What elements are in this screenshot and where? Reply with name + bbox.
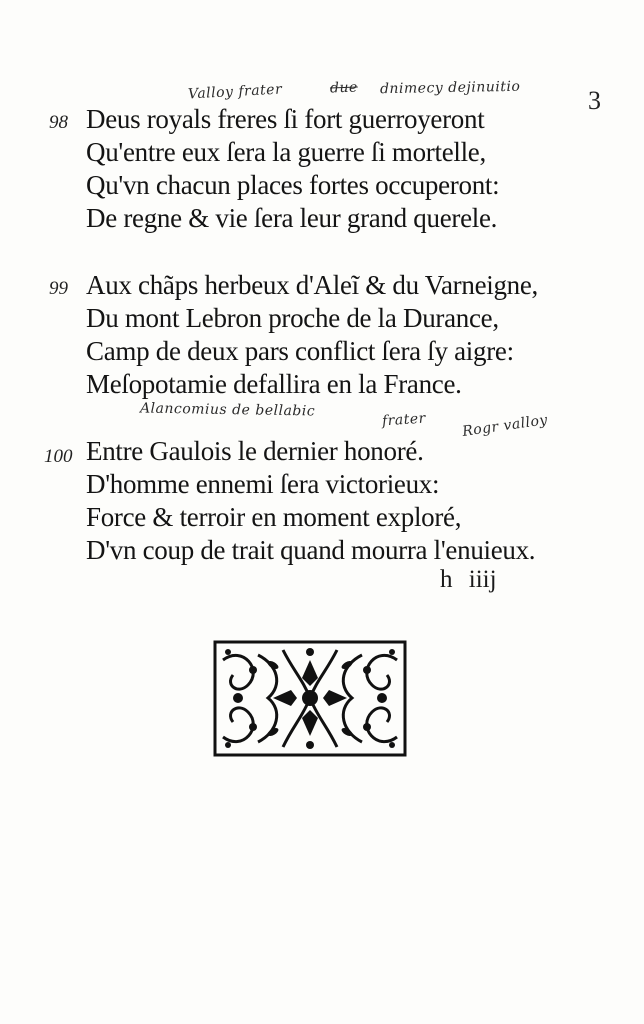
verse-line: Entre Gaulois le dernier honoré. <box>86 436 424 466</box>
verse-line: Qu'vn chacun places fortes occuperont: <box>86 170 500 200</box>
verse-line: Meſopotamie defallira en la France. <box>86 369 462 399</box>
struck-annotation: due <box>329 79 359 97</box>
signature-mark: h iiij <box>440 566 497 593</box>
handwritten-annotation: dnimecy dejinuitio <box>379 78 521 98</box>
quatrain-number: 100 <box>44 446 73 467</box>
verse-line: D'vn coup de trait quand mourra l'enuieux. <box>86 535 536 565</box>
verse-line: Deus royals freres ſi fort guerroyeront <box>86 104 485 134</box>
quatrain-number: 98 <box>49 112 68 133</box>
verse-line: Camp de deux pars conflict ſera ſy aigre: <box>86 336 514 366</box>
verse-line: Aux chãps herbeux d'Aleĩ & du Varneigne, <box>86 270 538 300</box>
handwritten-annotation: Rogr valloy <box>461 412 549 440</box>
handwritten-annotation: Valloy frater <box>187 81 283 103</box>
verse-line: Qu'entre eux ſera la guerre ſi mortelle, <box>86 137 486 167</box>
floral-ornament-icon <box>213 640 407 757</box>
verse-line: Force & terroir en moment exploré, <box>86 502 462 532</box>
verse-line: D'homme ennemi ſera victorieux: <box>86 469 440 499</box>
verse-line: Du mont Lebron proche de la Durance, <box>86 303 499 333</box>
handwritten-annotation: Alancomius de bellabic <box>139 400 316 420</box>
page-number: 3 <box>588 86 601 115</box>
quatrain-number: 99 <box>49 278 68 299</box>
verse-line: De regne & vie ſera leur grand querele. <box>86 203 498 233</box>
handwritten-annotation: frater <box>381 410 427 430</box>
